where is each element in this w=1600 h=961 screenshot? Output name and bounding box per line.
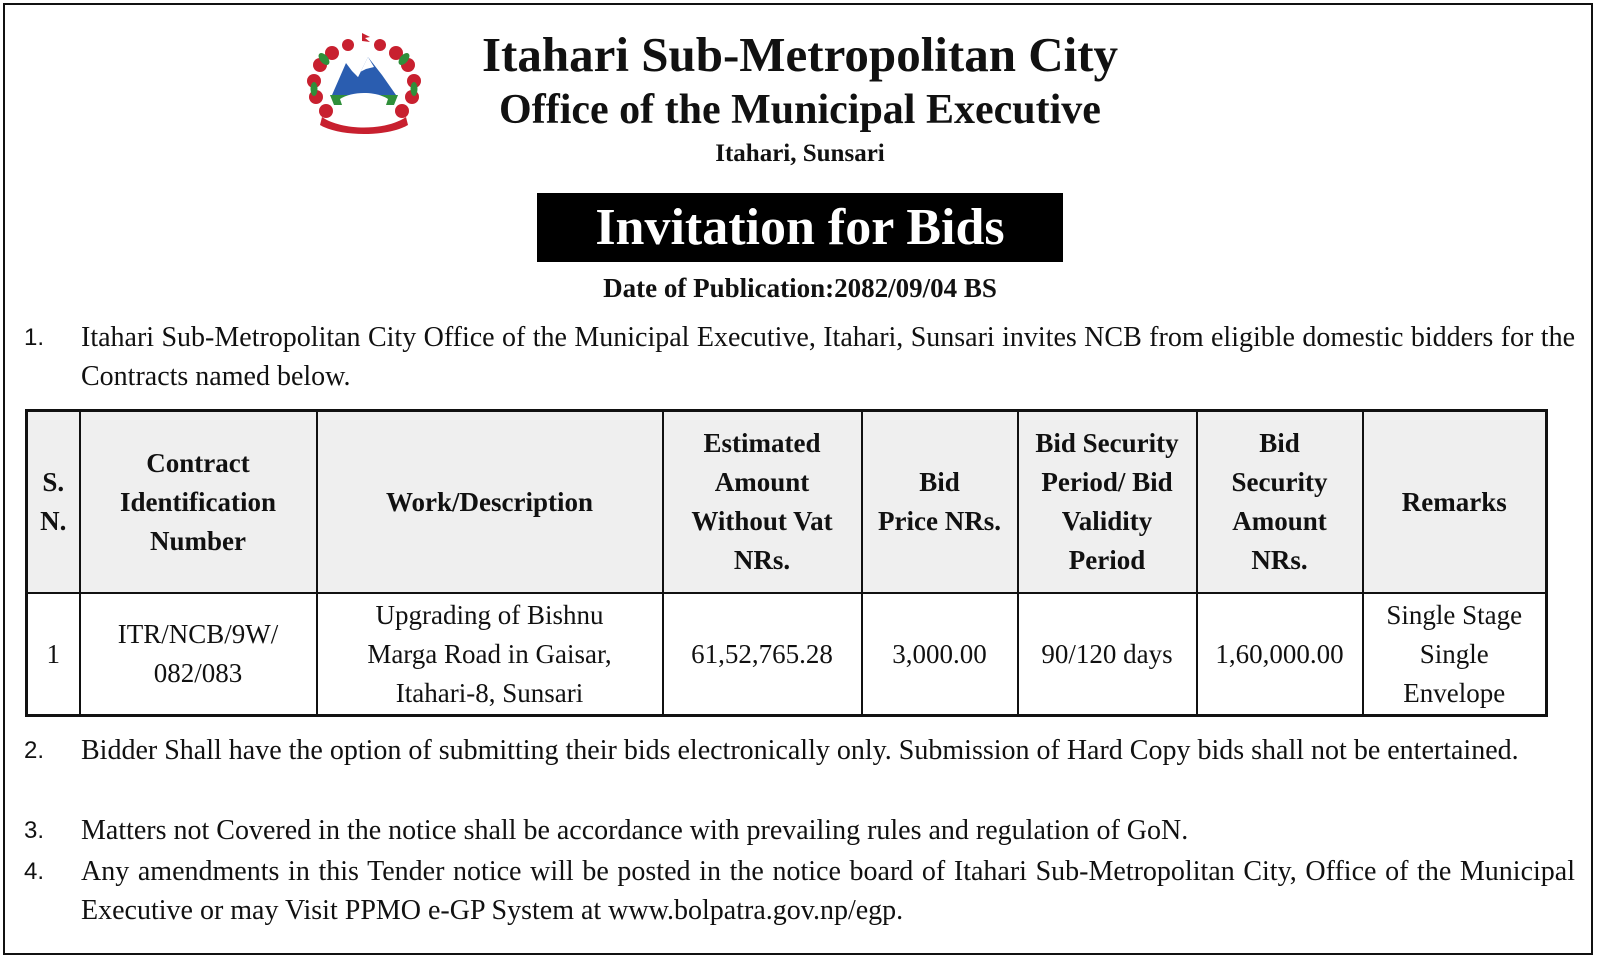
table-row (27, 593, 1547, 716)
org-name: Itahari Sub-Metropolitan City (481, 27, 1119, 82)
clause-number: 2. (24, 737, 45, 764)
clause-1 (24, 318, 1575, 396)
clause-3 (24, 811, 1575, 850)
notice-title-banner: Invitation for Bids (537, 193, 1063, 262)
clause-text: Itahari Sub-Metropolitan City Office of the Municipal Executive, Itahari, Sunsari invites NCB from eligible domestic bidders for the Contracts named below. (81, 322, 1575, 392)
cell-sn: 1 (27, 593, 80, 716)
clause-text: Bidder Shall have the option of submitting their bids electronically only. Submission of Hard Copy bids shall not be entertained. (81, 735, 1519, 766)
header-bid-security-amount: Bid Security Amount NRs. (1197, 411, 1363, 594)
cell-bid-security-period: 90/120 days (1018, 593, 1197, 716)
clause-number: 1. (24, 324, 45, 351)
nepal-state-emblem-icon (302, 33, 426, 137)
contracts-table (25, 409, 1548, 717)
clause-number: 3. (24, 817, 45, 844)
office-location: Itahari, Sunsari (715, 140, 885, 167)
header-work-description: Work/Description (317, 411, 663, 594)
header-sn: S. N. (27, 411, 80, 594)
clause-number: 4. (24, 858, 45, 885)
cell-bid-security-amount: 1,60,000.00 (1197, 593, 1363, 716)
clause-4 (24, 852, 1575, 930)
office-name: Office of the Municipal Executive (499, 87, 1101, 133)
cell-estimated-amount: 61,52,765.28 (663, 593, 862, 716)
table-header-row (27, 411, 1547, 594)
header-bid-price: Bid Price NRs. (862, 411, 1018, 594)
clause-2 (24, 731, 1575, 770)
cell-remarks: Single Stage Single Envelope (1363, 593, 1547, 716)
header-estimated-amount: Estimated Amount Without Vat NRs. (663, 411, 862, 594)
cell-work-description: Upgrading of Bishnu Marga Road in Gaisar, Itahari-8, Sunsari (317, 593, 663, 716)
publication-date-label: Date of Publication: (603, 273, 835, 303)
header-contract-id: Contract Identification Number (80, 411, 317, 594)
clause-text: Any amendments in this Tender notice will be posted in the notice board of Itahari Sub-Metropolitan City, Office of the Municipal Executive or may Visit PPMO e-GP System at www.bolpatra.gov.np/egp. (81, 856, 1575, 926)
clause-text: Matters not Covered in the notice shall be accordance with prevailing rules and regulation of GoN. (81, 815, 1189, 846)
publication-date (440, 273, 1160, 304)
cell-bid-price: 3,000.00 (862, 593, 1018, 716)
cell-contract-id: ITR/NCB/9W/ 082/083 (80, 593, 317, 716)
header-remarks: Remarks (1363, 411, 1547, 594)
header-bid-security-period: Bid Security Period/ Bid Validity Period (1018, 411, 1197, 594)
publication-date-value: 2082/09/04 BS (834, 273, 997, 303)
